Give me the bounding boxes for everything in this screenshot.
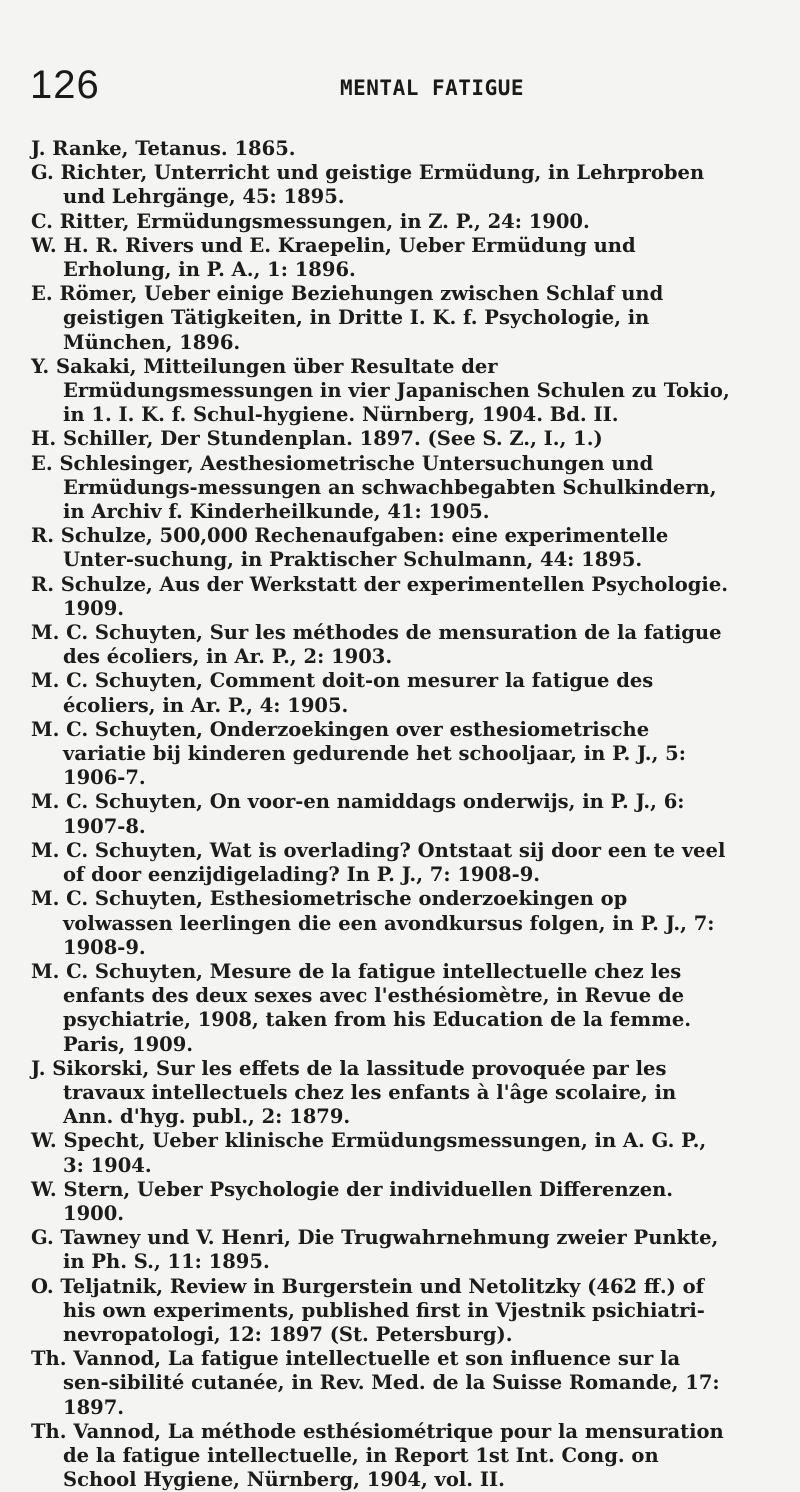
reference-text: Th. Vannod, La fatigue intellectuelle et son influence sur la sen-sibilité cutanée, in Rev. Med. de la Suisse Romande, 17: 1897. (31, 1347, 720, 1419)
reference-entry (31, 355, 731, 428)
reference-entry (31, 718, 731, 791)
reference-text: R. Schulze, Aus der Werkstatt der experimentellen Psychologie. 1909. (31, 572, 729, 620)
reference-entry (31, 427, 731, 451)
reference-entry (31, 1347, 731, 1420)
reference-text: M. C. Schuyten, Wat is overlading? Ontstaat sij door een te veel of door eenzijdigelading? In P. J., 7: 1908-9. (31, 838, 726, 887)
reference-text: Y. Sakaki, Mitteilungen über Resultate der Ermüdungsmessungen in vier Japanischen Schulen zu Tokio, in 1. I. K. f. Schul-hygiene. Nürnberg, 1904. Bd. II. (31, 354, 730, 427)
reference-text: M. C. Schuyten, Esthesiometrische onderzoekingen op volwassen leerlingen die een avondkursus folgen, in P. J., 7: 1908-9. (31, 887, 715, 959)
page-number: 126 (30, 63, 100, 107)
reference-text: W. Stern, Ueber Psychologie der individuellen Differenzen. 1900. (31, 1177, 674, 1225)
reference-entry (31, 161, 731, 209)
reference-entry (31, 790, 731, 838)
reference-text: R. Schulze, 500,000 Rechenaufgaben: eine experimentelle Unter-suchung, in Praktischer Schulmann, 44: 1895. (31, 524, 669, 572)
page-header (30, 62, 770, 112)
reference-entry (31, 839, 731, 887)
reference-entry (31, 1275, 731, 1348)
reference-entry (31, 1178, 731, 1226)
reference-text: Th. Vannod, La méthode esthésiométrique pour la mensuration de la fatigue intellectuelle, in Report 1st Int. Cong. on School Hygiene, Nürnberg, 1904, vol. II. (31, 1419, 724, 1492)
reference-text: H. Schiller, Der Stundenplan. 1897. (See S. Z., I., 1.) (31, 427, 603, 451)
reference-text: M. C. Schuyten, Comment doit-on mesurer la fatigue des écoliers, in Ar. P., 4: 1905. (31, 669, 654, 717)
reference-entry (31, 452, 731, 525)
reference-text: E. Schlesinger, Aesthesiometrische Untersuchungen und Ermüdungs-messungen an schwachbegabten Schulkindern, in Archiv f. Kinderheilkunde, 41: 1905. (31, 451, 717, 524)
reference-text: W. Specht, Ueber klinische Ermüdungsmessungen, in A. G. P., 3: 1904. (31, 1129, 707, 1177)
reference-entry (31, 1057, 731, 1130)
reference-text: M. C. Schuyten, Mesure de la fatigue intellectuelle chez les enfants des deux sexes avec l'esthésiomètre, in Revue de psychiatrie, 1908, taken from his Education de la femme. Paris, 1909. (31, 959, 692, 1056)
reference-entry (31, 960, 731, 1057)
reference-text: W. H. R. Rivers und E. Kraepelin, Ueber Ermüdung und Erholung, in P. A., 1: 1896. (31, 233, 636, 282)
running-title: MENTAL FATIGUE (340, 76, 525, 100)
reference-entry (31, 887, 731, 960)
reference-text: M. C. Schuyten, Onderzoekingen over esthesiometrische variatie bij kinderen gedurende het schooljaar, in P. J., 5: 1906-7. (31, 717, 686, 790)
reference-entry (31, 234, 731, 282)
reference-entry (31, 137, 731, 161)
reference-text: E. Römer, Ueber einige Beziehungen zwischen Schlaf und geistigen Tätigkeiten, in Dritte I. K. f. Psychologie, in München, 1896. (31, 282, 664, 354)
reference-text: J. Ranke, Tetanus. 1865. (31, 137, 296, 160)
reference-list (31, 137, 731, 1492)
reference-text: J. Sikorski, Sur les effets de la lassitude provoquée par les travaux intellectuels chez les enfants à l'âge scolaire, in Ann. d'hyg. publ., 2: 1879. (31, 1056, 677, 1129)
reference-entry (31, 669, 731, 717)
reference-text: C. Ritter, Ermüdungsmessungen, in Z. P., 24: 1900. (31, 209, 590, 233)
reference-text: G. Richter, Unterricht und geistige Ermüdung, in Lehrproben und Lehrgänge, 45: 1895. (31, 161, 705, 209)
reference-text: M. C. Schuyten, On voor-en namiddags onderwijs, in P. J., 6: 1907-8. (31, 790, 685, 838)
reference-entry (31, 1226, 731, 1274)
reference-entry (31, 524, 731, 572)
reference-text: M. C. Schuyten, Sur les méthodes de mensuration de la fatigue des écoliers, in Ar. P., 2: 1903. (31, 621, 722, 669)
reference-entry (31, 282, 731, 355)
reference-text: O. Teljatnik, Review in Burgerstein und Netolitzky (462 ff.) of his own experiments, published first in Vjestnik psichiatri-nevropatologi, 12: 1897 (St. Petersburg). (31, 1274, 705, 1346)
reference-entry (31, 1129, 731, 1177)
reference-entry (31, 621, 731, 669)
reference-entry (31, 1420, 731, 1492)
reference-text: G. Tawney und V. Henri, Die Trugwahrnehmung zweier Punkte, in Ph. S., 11: 1895. (31, 1226, 719, 1274)
reference-entry (31, 573, 731, 621)
reference-entry (31, 210, 731, 234)
